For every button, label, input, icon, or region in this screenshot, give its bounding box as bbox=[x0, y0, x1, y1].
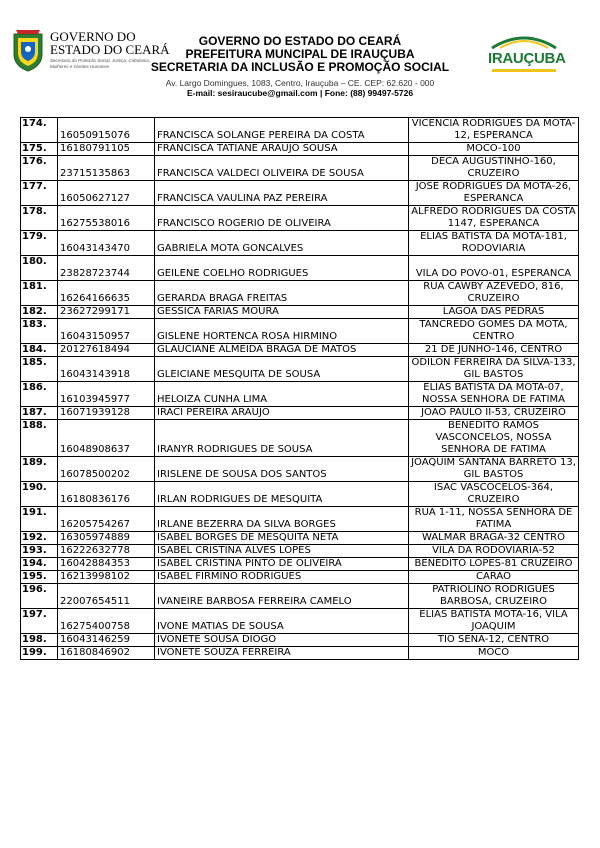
row-nis: 16050915076 bbox=[58, 118, 155, 143]
row-number: 195. bbox=[21, 571, 58, 584]
row-number: 192. bbox=[21, 532, 58, 545]
row-number: 187. bbox=[21, 407, 58, 420]
table-row bbox=[21, 545, 579, 558]
row-nis: 16043143470 bbox=[58, 231, 155, 256]
row-number: 180. bbox=[21, 256, 58, 281]
row-name: IVONETE SOUZA FERREIRA bbox=[155, 647, 409, 660]
row-nis: 16071939128 bbox=[58, 407, 155, 420]
row-nis: 23715135863 bbox=[58, 156, 155, 181]
row-address: ELIAS BATISTA MOTA-16, VILA JOAQUIM bbox=[409, 609, 579, 634]
row-name: IRLANE BEZERRA DA SILVA BORGES bbox=[155, 507, 409, 532]
table-row bbox=[21, 457, 579, 482]
row-nis: 16305974889 bbox=[58, 532, 155, 545]
row-nis: 16275400758 bbox=[58, 609, 155, 634]
table-row bbox=[21, 558, 579, 571]
iraucuba-logo-name: IRAUÇUBA bbox=[488, 50, 566, 67]
row-name: ISABEL BORGES DE MESQUITA NETA bbox=[155, 532, 409, 545]
row-name: GABRIELA MOTA GONCALVES bbox=[155, 231, 409, 256]
row-number: 179. bbox=[21, 231, 58, 256]
row-number: 184. bbox=[21, 344, 58, 357]
table-row bbox=[21, 507, 579, 532]
row-address: VICENCIA RODRIGUES DA MOTA-12, ESPERANCA bbox=[409, 118, 579, 143]
row-name: ISABEL FIRMINO RODRIGUES bbox=[155, 571, 409, 584]
table-row bbox=[21, 532, 579, 545]
row-nis: 23828723744 bbox=[58, 256, 155, 281]
title-prefeitura: PREFEITURA MUNCIPAL DE IRAUÇUBA bbox=[185, 47, 415, 61]
table-row bbox=[21, 231, 579, 256]
row-nis: 16222632778 bbox=[58, 545, 155, 558]
row-name: ISABEL CRISTINA ALVES LOPES bbox=[155, 545, 409, 558]
row-address: ISAC VASCOCELOS-364, CRUZEIRO bbox=[409, 482, 579, 507]
row-nis: 16180836176 bbox=[58, 482, 155, 507]
row-name: IVONE MATIAS DE SOUSA bbox=[155, 609, 409, 634]
row-nis: 16043150957 bbox=[58, 319, 155, 344]
title-secretaria: SECRETARIA DA INCLUSÃO E PROMOÇÃO SOCIAL bbox=[150, 60, 450, 74]
row-nis: 16264166635 bbox=[58, 281, 155, 306]
row-nis: 16213998102 bbox=[58, 571, 155, 584]
row-number: 198. bbox=[21, 634, 58, 647]
table-row bbox=[21, 584, 579, 609]
row-name: FRANCISCA VAULINA PAZ PEREIRA bbox=[155, 181, 409, 206]
table-row bbox=[21, 206, 579, 231]
row-number: 188. bbox=[21, 420, 58, 457]
row-number: 191. bbox=[21, 507, 58, 532]
logo-subtitle: Secretaria da Proteção Social, Justiça, Cidadania, Mulheres e Direitos Humanos bbox=[50, 58, 151, 69]
row-address: JOAO PAULO II-53, CRUZEIRO bbox=[409, 407, 579, 420]
row-address: VILA DA RODOVIARIA-52 bbox=[409, 545, 579, 558]
row-number: 189. bbox=[21, 457, 58, 482]
row-number: 193. bbox=[21, 545, 58, 558]
row-number: 175. bbox=[21, 143, 58, 156]
row-name: IVANEIRE BARBOSA FERREIRA CAMELO bbox=[155, 584, 409, 609]
row-name: FRANCISCA VALDECI OLIVEIRA DE SOUSA bbox=[155, 156, 409, 181]
row-name: IRLAN RODRIGUES DE MESQUITA bbox=[155, 482, 409, 507]
row-number: 177. bbox=[21, 181, 58, 206]
table-row bbox=[21, 647, 579, 660]
row-name: GLAUCIANE ALMEIDA BRAGA DE MATOS bbox=[155, 344, 409, 357]
table-row bbox=[21, 609, 579, 634]
row-address: RUA 1-11, NOSSA SENHORA DE FATIMA bbox=[409, 507, 579, 532]
row-number: 174. bbox=[21, 118, 58, 143]
row-name: FRANCISCA SOLANGE PEREIRA DA COSTA bbox=[155, 118, 409, 143]
beneficiary-table-body bbox=[21, 118, 579, 660]
row-nis: 16205754267 bbox=[58, 507, 155, 532]
logo-line1: GOVERNO DO bbox=[50, 29, 136, 44]
row-number: 196. bbox=[21, 584, 58, 609]
row-name: IVONETE SOUSA DIOGO bbox=[155, 634, 409, 647]
header-contact: E-mail: sesirauc​ube@gmail.com | Fone: (88) 99497-5726 bbox=[186, 88, 414, 98]
iraucuba-logo-icon bbox=[490, 32, 558, 50]
row-nis: 16050627127 bbox=[58, 181, 155, 206]
table-row bbox=[21, 482, 579, 507]
row-number: 183. bbox=[21, 319, 58, 344]
ceara-government-logo bbox=[10, 26, 170, 78]
row-name: FRANCISCA TATIANE ARAUJO SOUSA bbox=[155, 143, 409, 156]
table-row bbox=[21, 420, 579, 457]
row-name: IRANYR RODRIGUES DE SOUSA bbox=[155, 420, 409, 457]
row-nis: 16180791105 bbox=[58, 143, 155, 156]
table-row bbox=[21, 181, 579, 206]
row-name: GESSICA FARIAS MOURA bbox=[155, 306, 409, 319]
row-address: ELIAS BATISTA DA MOTA-07, NOSSA SENHORA DE FATIMA bbox=[409, 382, 579, 407]
row-nis: 16103945977 bbox=[58, 382, 155, 407]
row-number: 182. bbox=[21, 306, 58, 319]
row-number: 178. bbox=[21, 206, 58, 231]
table-row bbox=[21, 118, 579, 143]
row-address: PATRIOLINO RODRIGUES BARBOSA, CRUZEIRO bbox=[409, 584, 579, 609]
iraucuba-logo-bar bbox=[492, 69, 556, 72]
header-titles bbox=[150, 35, 450, 98]
row-number: 197. bbox=[21, 609, 58, 634]
table-row bbox=[21, 571, 579, 584]
row-address: JOSE RODRIGUES DA MOTA-26, ESPERANCA bbox=[409, 181, 579, 206]
row-name: IRACI PEREIRA ARAUJO bbox=[155, 407, 409, 420]
row-name: GISLENE HORTENCA ROSA HIRMINO bbox=[155, 319, 409, 344]
row-name: ISABEL CRISTINA PINTO DE OLIVEIRA bbox=[155, 558, 409, 571]
row-address: ALFREDO RODRIGUES DA COSTA 1147, ESPERANCA bbox=[409, 206, 579, 231]
table-row bbox=[21, 306, 579, 319]
row-nis: 22007654511 bbox=[58, 584, 155, 609]
table-row bbox=[21, 143, 579, 156]
row-name: IRISLENE DE SOUSA DOS SANTOS bbox=[155, 457, 409, 482]
row-address: MOCO bbox=[409, 647, 579, 660]
row-address: TANCREDO GOMES DA MOTA, CENTRO bbox=[409, 319, 579, 344]
row-name: FRANCISCO ROGERIO DE OLIVEIRA bbox=[155, 206, 409, 231]
row-address: 21 DE JUNHO-146, CENTRO bbox=[409, 344, 579, 357]
row-nis: 16180846902 bbox=[58, 647, 155, 660]
row-nis: 23627299171 bbox=[58, 306, 155, 319]
row-number: 194. bbox=[21, 558, 58, 571]
row-address: RUA CAWBY AZEVEDO, 816, CRUZEIRO bbox=[409, 281, 579, 306]
row-number: 199. bbox=[21, 647, 58, 660]
title-government: GOVERNO DO ESTADO DO CEARÁ bbox=[198, 34, 402, 48]
row-address: CARAO bbox=[409, 571, 579, 584]
row-nis: 16078500202 bbox=[58, 457, 155, 482]
row-nis: 16042884353 bbox=[58, 558, 155, 571]
table-row bbox=[21, 634, 579, 647]
row-number: 186. bbox=[21, 382, 58, 407]
page-header bbox=[0, 0, 600, 112]
row-address: BENEDITO RAMOS VASCONCELOS, NOSSA SENHORA DE FATIMA bbox=[409, 420, 579, 457]
row-name: GLEICIANE MESQUITA DE SOUSA bbox=[155, 357, 409, 382]
table-row bbox=[21, 344, 579, 357]
row-address: ODILON FERREIRA DA SILVA-133, GIL BASTOS bbox=[409, 357, 579, 382]
row-nis: 20127618494 bbox=[58, 344, 155, 357]
beneficiary-table bbox=[20, 117, 579, 660]
row-nis: 16043146259 bbox=[58, 634, 155, 647]
row-name: GEILENE COELHO RODRIGUES bbox=[155, 256, 409, 281]
row-address: BENEDITO LOPES-81 CRUZEIRO bbox=[409, 558, 579, 571]
table-row bbox=[21, 407, 579, 420]
row-address: TIO SENA-12, CENTRO bbox=[409, 634, 579, 647]
ceara-coat-of-arms-icon bbox=[10, 28, 46, 72]
table-row bbox=[21, 319, 579, 344]
row-number: 190. bbox=[21, 482, 58, 507]
row-address: DECA AUGUSTINHO-160, CRUZEIRO bbox=[409, 156, 579, 181]
row-address: ELIAS BATISTA DA MOTA-181, RODOVIARIA bbox=[409, 231, 579, 256]
header-address: Av. Largo Domingues, 1083, Centro, Irauçuba – CE. CEP: 62.620 - 000 bbox=[165, 78, 435, 88]
row-number: 181. bbox=[21, 281, 58, 306]
table-row bbox=[21, 256, 579, 281]
row-nis: 16048908637 bbox=[58, 420, 155, 457]
table-row bbox=[21, 357, 579, 382]
row-number: 185. bbox=[21, 357, 58, 382]
logo-line2: ESTADO DO CEARÁ bbox=[50, 42, 170, 57]
row-name: HELOIZA CUNHA LIMA bbox=[155, 382, 409, 407]
iraucuba-logo bbox=[488, 32, 566, 82]
table-row bbox=[21, 156, 579, 181]
row-address: JOAQUIM SANTANA BARRETO 13, GIL BASTOS bbox=[409, 457, 579, 482]
row-nis: 16043143918 bbox=[58, 357, 155, 382]
row-address: VILA DO POVO-01, ESPERANCA bbox=[409, 256, 579, 281]
row-name: GERARDA BRAGA FREITAS bbox=[155, 281, 409, 306]
row-address: LAGOA DAS PEDRAS bbox=[409, 306, 579, 319]
row-number: 176. bbox=[21, 156, 58, 181]
row-address: MOCO-100 bbox=[409, 143, 579, 156]
row-nis: 16275538016 bbox=[58, 206, 155, 231]
row-address: WALMAR BRAGA-32 CENTRO bbox=[409, 532, 579, 545]
table-row bbox=[21, 382, 579, 407]
table-row bbox=[21, 281, 579, 306]
